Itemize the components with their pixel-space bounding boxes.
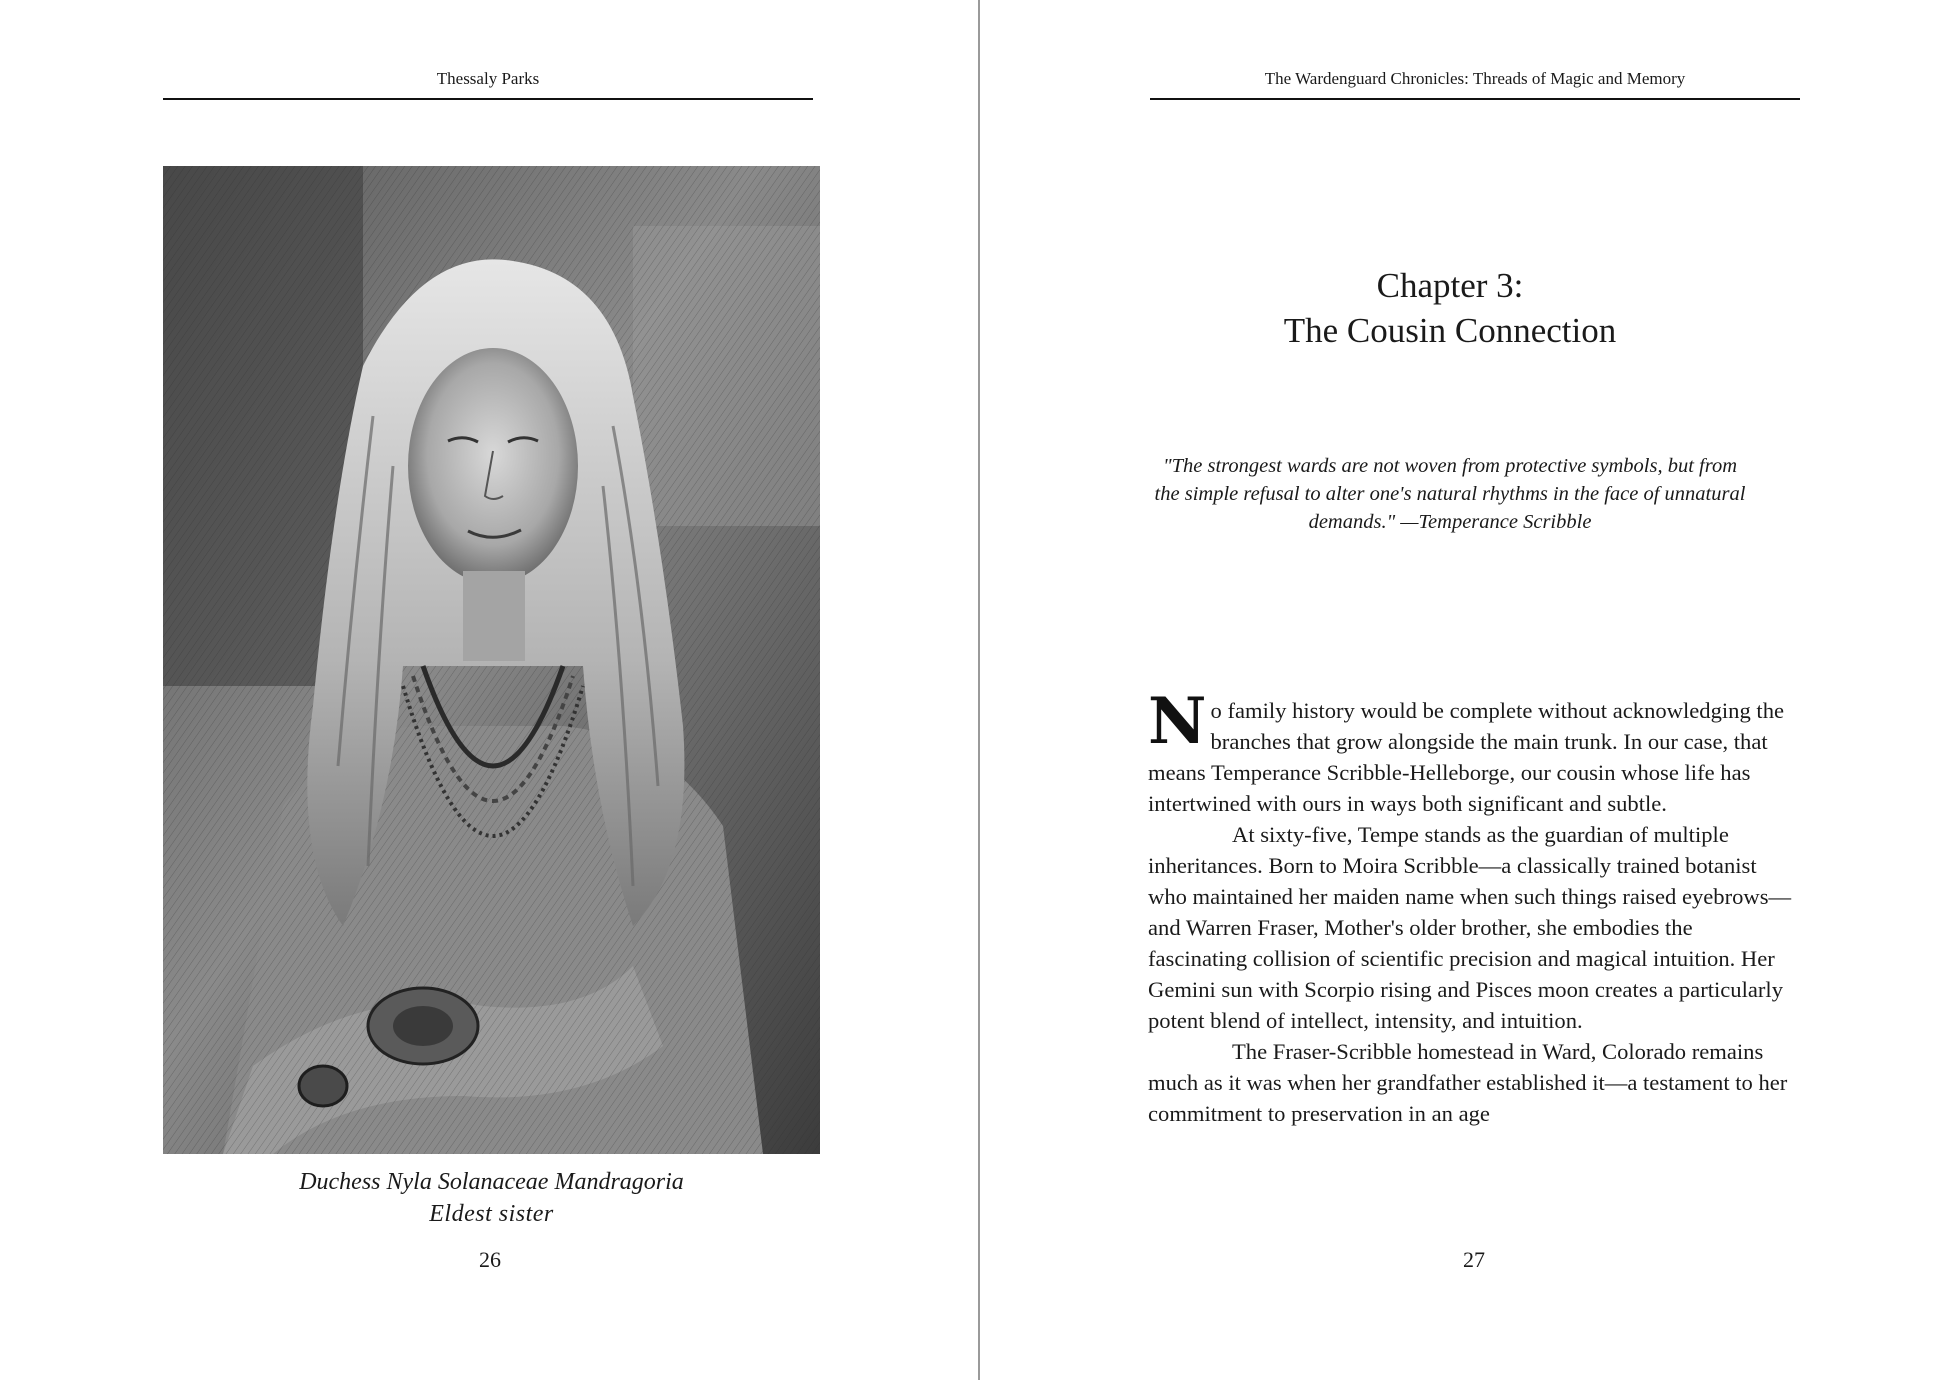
portrait-illustration <box>163 166 820 1154</box>
chapter-number: Chapter 3: <box>1376 266 1524 306</box>
left-running-head: Thessaly Parks <box>436 69 540 88</box>
chapter-name: The Cousin Connection <box>1283 311 1617 351</box>
chapter-title <box>1150 263 1750 353</box>
right-page-number: 27 <box>1463 1247 1485 1272</box>
right-header-rule <box>1150 98 1800 100</box>
paragraph-3: The Fraser-Scribble homestead in Ward, Colorado remains much as it was when her grandfather established it—a testament to her commitment to preservation in an age <box>1148 1039 1788 1126</box>
paragraph-2: At sixty-five, Tempe stands as the guardian of multiple inheritances. Born to Moira Scribble—a classically trained botanist who maintained her maiden name when such things raised eyebrows—and Warren Fraser, Mother's older brother, she embodies the fascinating collision of scientific precision and magical intuition. Her Gemini sun with Scorpio rising and Pisces moon creates a particularly potent blend of intellect, intensity, and intuition. <box>1148 822 1792 1033</box>
caption-name: Duchess Nyla Solanaceae Mandragoria <box>299 1169 684 1195</box>
chapter-body <box>1148 684 1796 1129</box>
portrait-sketch <box>163 166 820 1154</box>
drop-cap: N <box>1148 684 1207 759</box>
paragraph-1-text: o family history would be complete without acknowledging the branches that grow alongside the main trunk. In our case, that means Temperance Scribble-Helleborge, our cousin whose life has intertwined with ours in ways both significant and subtle. <box>1148 698 1785 816</box>
left-header-rule <box>163 98 813 100</box>
portrait-caption <box>163 1166 820 1230</box>
chapter-epigraph: "The strongest wards are not woven from protective symbols, but from the simple refusal to alter one's natural rhythms in the face of unnatural demands." —Temperance Scribble <box>1154 455 1746 533</box>
right-running-head: The Wardenguard Chronicles: Threads of Magic and Memory <box>1264 69 1686 88</box>
caption-role: Eldest sister <box>429 1201 554 1227</box>
left-page-number: 26 <box>479 1247 501 1272</box>
right-page <box>980 0 1946 1380</box>
paragraph-1 <box>1148 684 1796 819</box>
